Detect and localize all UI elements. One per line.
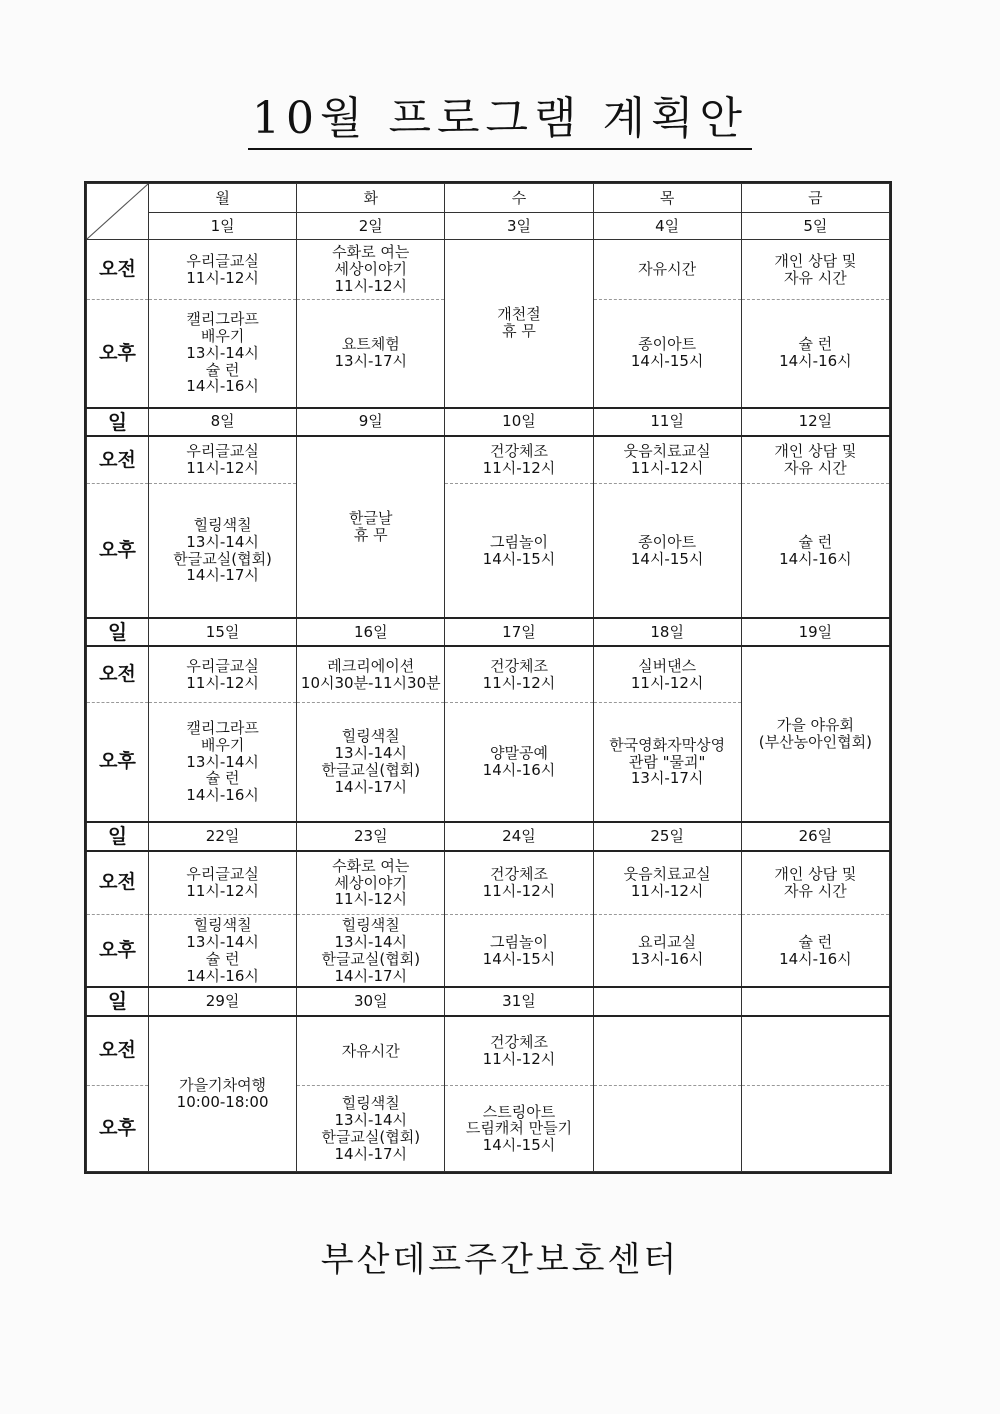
pm-program-cell: 양말공예 14시-16시 xyxy=(445,702,593,822)
am-program-cell: 수화로 여는 세상이야기 11시-12시 xyxy=(297,851,445,915)
am-program-cell: 건강체조 11시-12시 xyxy=(445,646,593,702)
am-label: 오전 xyxy=(87,646,149,702)
date-cell: 29일 xyxy=(149,987,297,1015)
weekday-4: 금 xyxy=(741,184,889,213)
pm-program-cell: 힐링색칠 13시-14시 한글교실(협회) 14시-17시 xyxy=(297,915,445,988)
date-cell: 5일 xyxy=(741,213,889,240)
date-cell: 9일 xyxy=(297,408,445,436)
pm-program-cell: 요트체험 13시-17시 xyxy=(297,300,445,408)
pm-program-cell xyxy=(741,1086,889,1172)
date-cell: 1일 xyxy=(149,213,297,240)
date-row xyxy=(87,213,890,240)
week-marker: 일 xyxy=(87,987,149,1015)
am-label: 오전 xyxy=(87,1016,149,1086)
date-row xyxy=(87,408,890,436)
center-name: 부산데프주간보호센터 xyxy=(320,1240,680,1280)
am-program-cell: 우리글교실 11시-12시 xyxy=(149,851,297,915)
pm-program-cell: 힐링색칠 13시-14시 한글교실(협회) 14시-17시 xyxy=(149,484,297,618)
pm-label: 오후 xyxy=(87,1086,149,1172)
date-row xyxy=(87,987,890,1015)
am-row xyxy=(87,646,890,702)
pm-row xyxy=(87,915,890,988)
am-program-cell: 우리글교실 11시-12시 xyxy=(149,646,297,702)
am-program-cell: 자유시간 xyxy=(593,240,741,300)
pm-program-cell xyxy=(593,1086,741,1172)
am-row xyxy=(87,436,890,484)
am-row xyxy=(87,1016,890,1086)
date-cell: 15일 xyxy=(149,618,297,646)
am-program-cell: 개인 상담 및 자유 시간 xyxy=(741,240,889,300)
date-cell: 3일 xyxy=(445,213,593,240)
am-program-cell: 개인 상담 및 자유 시간 xyxy=(741,436,889,484)
date-cell: 31일 xyxy=(445,987,593,1015)
merged-event-cell: 가을기차여행 10:00-18:00 xyxy=(149,1016,297,1172)
weekday-1: 화 xyxy=(297,184,445,213)
am-label: 오전 xyxy=(87,851,149,915)
weekday-3: 목 xyxy=(593,184,741,213)
date-cell: 10일 xyxy=(445,408,593,436)
weekday-2: 수 xyxy=(445,184,593,213)
am-label: 오전 xyxy=(87,240,149,300)
date-cell: 25일 xyxy=(593,822,741,850)
am-row xyxy=(87,851,890,915)
date-cell xyxy=(593,987,741,1015)
pm-program-cell: 그림놀이 14시-15시 xyxy=(445,484,593,618)
pm-label: 오후 xyxy=(87,915,149,988)
week-marker: 일 xyxy=(87,822,149,850)
am-program-cell: 건강체조 11시-12시 xyxy=(445,851,593,915)
date-cell: 8일 xyxy=(149,408,297,436)
week-marker: 일 xyxy=(87,618,149,646)
date-cell: 12일 xyxy=(741,408,889,436)
pm-program-cell: 종이아트 14시-15시 xyxy=(593,300,741,408)
date-cell: 26일 xyxy=(741,822,889,850)
pm-program-cell: 종이아트 14시-15시 xyxy=(593,484,741,618)
am-row xyxy=(87,240,890,300)
date-cell: 19일 xyxy=(741,618,889,646)
pm-label: 오후 xyxy=(87,300,149,408)
pm-program-cell: 힐링색칠 13시-14시 한글교실(협회) 14시-17시 xyxy=(297,1086,445,1172)
pm-row xyxy=(87,484,890,618)
merged-event-cell: 개천절 휴 무 xyxy=(445,240,593,408)
date-cell: 16일 xyxy=(297,618,445,646)
pm-program-cell: 슐 런 14시-16시 xyxy=(741,484,889,618)
date-cell xyxy=(741,987,889,1015)
am-program-cell: 수화로 여는 세상이야기 11시-12시 xyxy=(297,240,445,300)
am-program-cell: 개인 상담 및 자유 시간 xyxy=(741,851,889,915)
am-program-cell: 우리글교실 11시-12시 xyxy=(149,240,297,300)
week-marker: 일 xyxy=(87,408,149,436)
date-cell: 22일 xyxy=(149,822,297,850)
date-cell: 30일 xyxy=(297,987,445,1015)
am-program-cell xyxy=(593,1016,741,1086)
am-program-cell: 우리글교실 11시-12시 xyxy=(149,436,297,484)
date-cell: 17일 xyxy=(445,618,593,646)
date-cell: 18일 xyxy=(593,618,741,646)
date-cell: 24일 xyxy=(445,822,593,850)
weekday-header-row xyxy=(87,184,890,213)
am-label: 오전 xyxy=(87,436,149,484)
weekday-0: 월 xyxy=(149,184,297,213)
pm-label: 오후 xyxy=(87,702,149,822)
pm-program-cell: 슐 런 14시-16시 xyxy=(741,915,889,988)
date-cell: 2일 xyxy=(297,213,445,240)
merged-event-cell: 한글날 휴 무 xyxy=(297,436,445,618)
pm-program-cell: 힐링색칠 13시-14시 슐 런 14시-16시 xyxy=(149,915,297,988)
am-program-cell: 건강체조 11시-12시 xyxy=(445,1016,593,1086)
date-row xyxy=(87,822,890,850)
pm-label: 오후 xyxy=(87,484,149,618)
am-program-cell: 레크리에이션 10시30분-11시30분 xyxy=(297,646,445,702)
date-cell: 23일 xyxy=(297,822,445,850)
am-program-cell: 자유시간 xyxy=(297,1016,445,1086)
date-cell: 4일 xyxy=(593,213,741,240)
pm-program-cell: 스트링아트 드림캐처 만들기 14시-15시 xyxy=(445,1086,593,1172)
pm-program-cell: 그림놀이 14시-15시 xyxy=(445,915,593,988)
pm-program-cell: 힐링색칠 13시-14시 한글교실(협회) 14시-17시 xyxy=(297,702,445,822)
date-cell: 11일 xyxy=(593,408,741,436)
am-program-cell: 웃음치료교실 11시-12시 xyxy=(593,436,741,484)
pm-program-cell: 캘리그라프 배우기 13시-14시 슐 런 14시-16시 xyxy=(149,702,297,822)
am-program-cell: 실버댄스 11시-12시 xyxy=(593,646,741,702)
schedule-table xyxy=(84,181,892,1174)
merged-event-cell: 가을 야유회 (부산농아인협회) xyxy=(741,646,889,822)
pm-program-cell: 캘리그라프 배우기 13시-14시 슐 런 14시-16시 xyxy=(149,300,297,408)
date-row xyxy=(87,618,890,646)
am-program-cell: 건강체조 11시-12시 xyxy=(445,436,593,484)
corner-cell xyxy=(87,184,149,240)
am-program-cell: 웃음치료교실 11시-12시 xyxy=(593,851,741,915)
pm-program-cell: 요리교실 13시-16시 xyxy=(593,915,741,988)
am-program-cell xyxy=(741,1016,889,1086)
pm-program-cell: 한국영화자막상영 관람 "물괴" 13시-17시 xyxy=(593,702,741,822)
pm-program-cell: 슐 런 14시-16시 xyxy=(741,300,889,408)
page-title: 10월 프로그램 계획안 xyxy=(0,82,1000,146)
